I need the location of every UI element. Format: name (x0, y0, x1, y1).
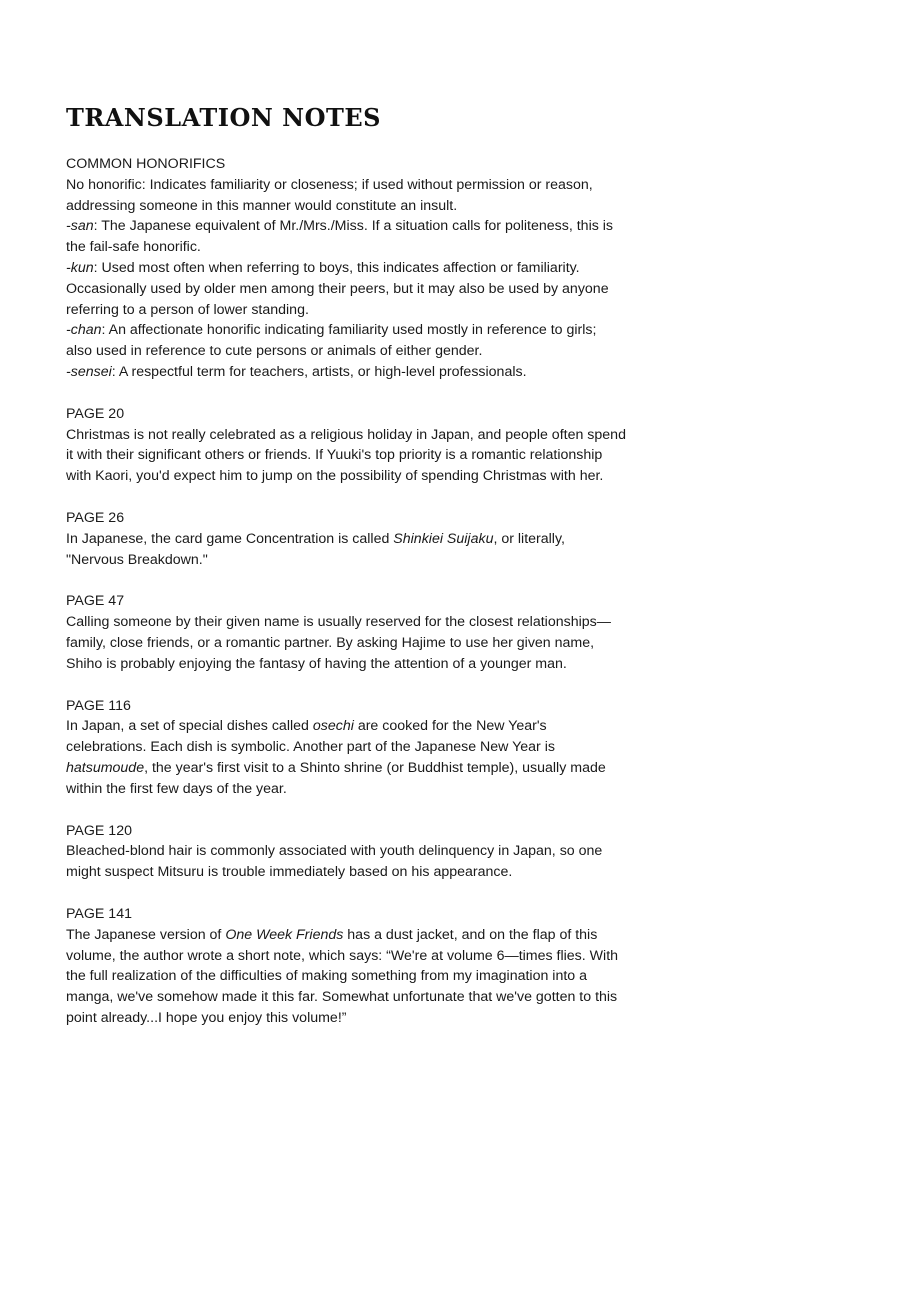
note-emphasis: One Week Friends (225, 926, 344, 943)
honorific-term: -kun (66, 259, 94, 276)
honorific-definition: : The Japanese equivalent of Mr./Mrs./Miss. If a situation calls for politeness, this is the fail-safe honorific. (66, 218, 613, 256)
honorific-term: -sensei (66, 363, 112, 380)
note-text (66, 716, 626, 799)
note-heading: PAGE 141 (66, 905, 132, 922)
honorific-definition: : A respectful term for teachers, artists, or high-level professionals. (111, 363, 527, 380)
honorific-term: -chan (66, 322, 102, 339)
page-title: TRANSLATION NOTES (66, 103, 381, 132)
note-text-part: has a dust jacket, and on the flap of this volume, the author wrote a short note, which says: “We're at volume 6—times flies. With the full realization of the difficulties of making something from my imagination into a manga, we've somehow made it this far. Somewhat unfortunate that we've gotten to this point already...I hope you enjoy this volume!” (66, 926, 619, 1026)
honorific-definition: : An affectionate honorific indicating familiarity used mostly in reference to girls; also used in reference to cute persons or animals of either gender. (66, 322, 597, 360)
honorific-none: No honorific: Indicates familiarity or closeness; if used without permission or reason, addressing someone in this manner would constitute an insult. (66, 176, 593, 214)
note-heading: PAGE 47 (66, 593, 125, 610)
note-text-part: , the year's first visit to a Shinto shrine (or Buddhist temple), usually made within the first few days of the year. (66, 759, 606, 797)
translation-notes-page (66, 100, 626, 1050)
note-page-20 (66, 404, 626, 487)
note-page-47 (66, 591, 626, 674)
note-text: Christmas is not really celebrated as a religious holiday in Japan, and people often spend it with their significant others or friends. If Yuuki's top priority is a romantic relationship with Kaori, you'd expect him to jump on the possibility of spending Christmas with her. (66, 426, 626, 485)
note-text-part: In Japanese, the card game Concentration is called (66, 530, 394, 547)
note-emphasis: osechi (312, 718, 354, 735)
honorifics-section (66, 154, 626, 383)
note-text (66, 529, 626, 571)
note-text-part: The Japanese version of (66, 926, 226, 943)
note-text: Bleached-blond hair is commonly associated with youth delinquency in Japan, so one might suspect Mitsuru is trouble immediately based on his appearance. (66, 843, 603, 881)
honorific-term: -san (66, 218, 94, 235)
note-page-141 (66, 904, 626, 1029)
note-page-26 (66, 508, 626, 570)
note-emphasis: Shinkiei Suijaku (393, 530, 494, 547)
section-heading: COMMON HONORIFICS (66, 156, 226, 172)
note-heading: PAGE 26 (66, 509, 125, 526)
note-text-part: , or literally, "Nervous Breakdown." (66, 530, 565, 568)
note-heading: PAGE 116 (66, 697, 131, 714)
note-text-part: are cooked for the New Year's celebrations. Each dish is symbolic. Another part of the Japanese New Year is (66, 718, 555, 756)
note-heading: PAGE 20 (66, 405, 125, 422)
honorific-san (66, 216, 626, 258)
note-emphasis: hatsumoude (66, 759, 145, 776)
note-text-part: In Japan, a set of special dishes called (66, 718, 313, 735)
note-page-120 (66, 821, 626, 883)
note-heading: PAGE 120 (66, 822, 132, 839)
note-text (66, 925, 626, 1029)
honorific-sensei (66, 362, 626, 383)
note-text: Calling someone by their given name is usually reserved for the closest relationships—family, close friends, or a romantic partner. By asking Hajime to use her given name, Shiho is probably enjoying the fantasy of having the attention of a younger man. (66, 614, 611, 672)
honorific-definition: : Used most often when referring to boys, this indicates affection or familiarity. Occasionally used by older men among their peers, but it may also be used by anyone referring to a person of lower standing. (66, 259, 609, 318)
honorific-chan (66, 320, 626, 362)
honorific-kun (66, 258, 626, 320)
note-page-116 (66, 696, 626, 800)
